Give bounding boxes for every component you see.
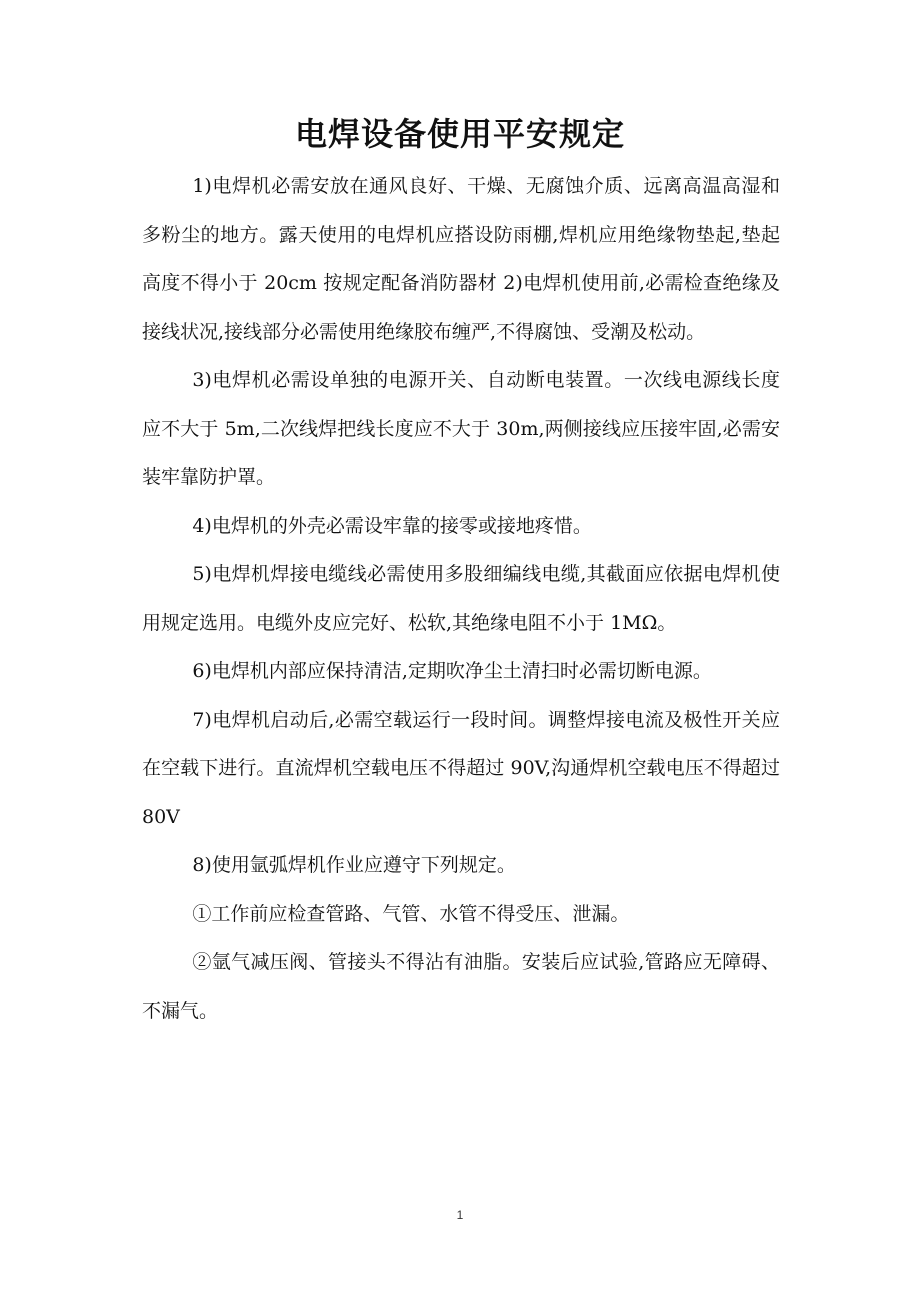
- document-title: 电焊设备使用平安规定: [294, 115, 625, 153]
- paragraph-8-item-1: ①工作前应检查管路、气管、水管不得受压、泄漏。: [192, 902, 630, 925]
- paragraph-8-item-2: ②氩气减压阀、管接头不得沾有油脂。安装后应试验,管路应无障碍、不漏气。: [142, 951, 780, 1022]
- paragraph-5: 5)电焊机焊接电缆线必需使用多股细编线电缆,其截面应依据电焊机使用规定选用。电缆外皮应完好、松软,其绝缘电阻不小于 1MΩ。: [142, 563, 780, 634]
- paragraph-1: 1)电焊机必需安放在通风良好、干燥、无腐蚀介质、远离高温高湿和多粉尘的地方。露天使用的电焊机应搭设防雨棚,焊机应用绝缘物垫起,垫起高度不得小于 20cm 按规定配备消防器材 2)电焊机使用前,必需检查绝缘及接线状况,接线部分必需使用绝缘胶布缠严,不得腐蚀、受潮及松动。: [142, 175, 780, 343]
- paragraph-4: 4)电焊机的外壳必需设牢靠的接零或接地疼惜。: [192, 514, 592, 537]
- paragraph-6: 6)电焊机内部应保持清洁,定期吹净尘土清扫时必需切断电源。: [192, 660, 712, 682]
- paragraph-8: 8)使用氩弧焊机作业应遵守下列规定。: [192, 854, 516, 876]
- document-body: [142, 162, 780, 1035]
- page-number: 1: [456, 1208, 464, 1222]
- paragraph-7: 7)电焊机启动后,必需空载运行一段时间。调整焊接电流及极性开关应在空载下进行。直流焊机空载电压不得超过 90V,沟通焊机空载电压不得超过 80V: [142, 708, 780, 828]
- paragraph-3: 3)电焊机必需设单独的电源开关、自动断电装置。一次线电源线长度应不大于 5m,二次线焊把线长度应不大于 30m,两侧接线应压接牢固,必需安装牢靠防护罩。: [142, 369, 780, 488]
